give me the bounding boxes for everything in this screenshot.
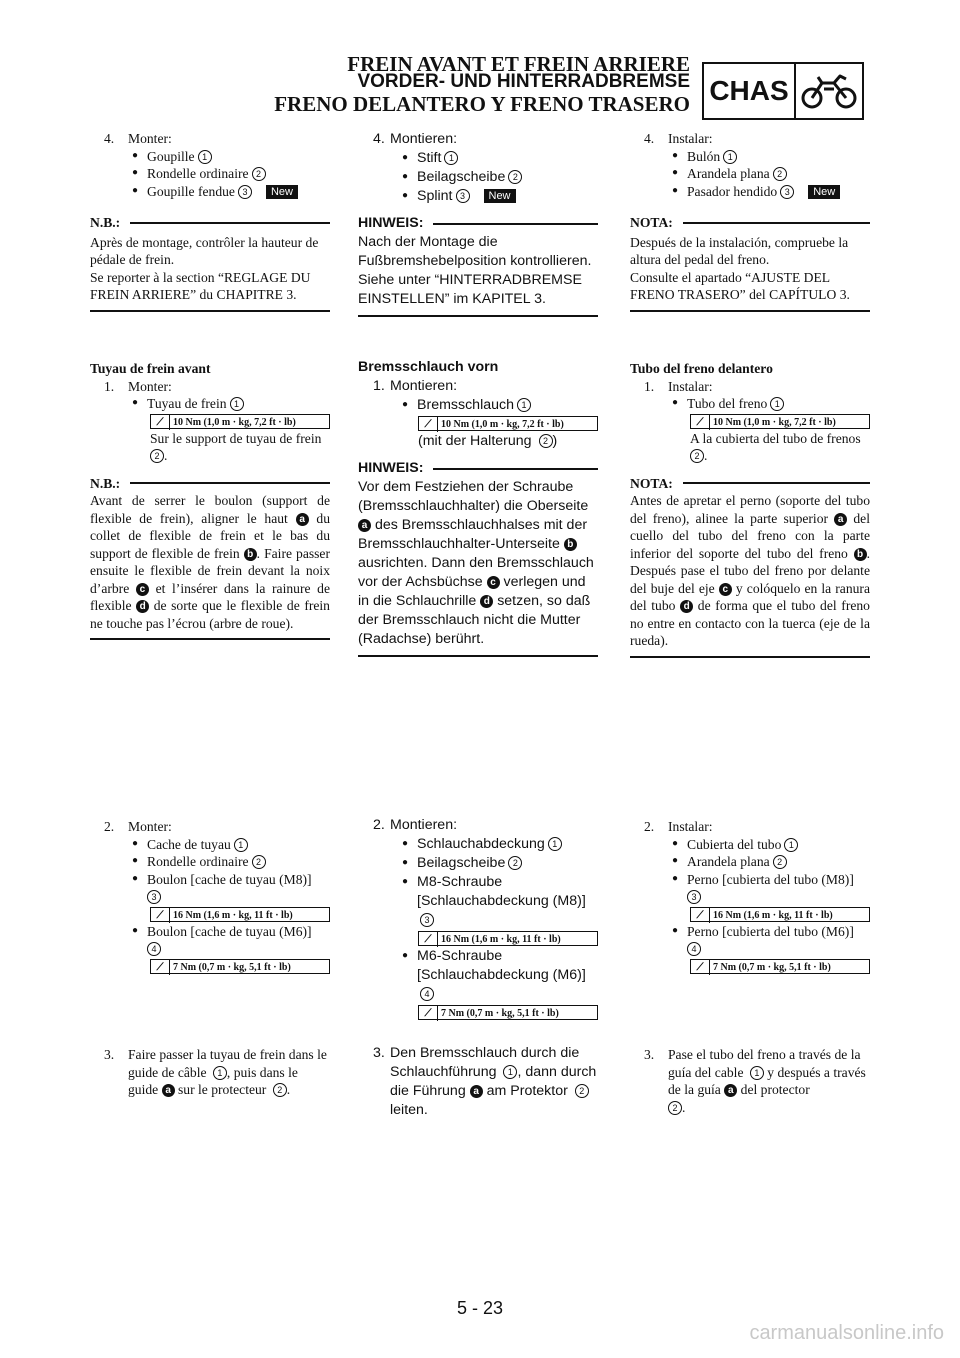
list-item: ● Tuyau de frein 1 — [132, 395, 330, 413]
list-item: ● Beilagscheibe 2 — [402, 854, 598, 873]
torque-spec: ⟋ 10 Nm (1,0 m · kg, 7,2 ft · lb) — [418, 416, 598, 431]
es-step4: 4. Instalar: ● Bulón 1 ● Arandela plana 2 ● Pasador hendido 3 New NOTA: Después de la instalación, compruebe la altura del pedal del freno. Consulte el apartado “AJUSTE DEL FRENO TRASERO” del CAPÍTULO 3. — [630, 130, 870, 312]
list-item: ● Rondelle ordinaire 2 — [132, 853, 330, 871]
divider — [90, 310, 330, 312]
wrench-icon: ⟋ — [151, 960, 170, 975]
note-text: Nach der Montage die Fußbremshebelposition kontrollieren. Siehe unter “HINTERRADBREMSE EINSTELLEN” im KAPITEL 3. — [358, 234, 592, 307]
header-title-de: VORDER- UND HINTERRADBREMSE — [357, 71, 690, 92]
list-item: ● Cubierta del tubo 1 — [672, 836, 870, 854]
list-item: ● M6-Schraube [Schlauchabdeckung (M6)]4 — [402, 947, 598, 1004]
new-badge: New — [484, 189, 516, 203]
list-item: ● Goupille fendue 3 New — [132, 183, 330, 201]
section-title: Tuyau de frein avant — [90, 361, 211, 376]
torque-spec: ⟋ 16 Nm (1,6 m · kg, 11 ft · lb) — [690, 907, 870, 922]
divider — [630, 310, 870, 312]
wrench-icon: ⟋ — [691, 908, 710, 923]
step-number: 4. — [104, 131, 115, 146]
list-item: ● Cache de tuyau 1 — [132, 836, 330, 854]
es-step2: 2. Instalar: ● Cubierta del tubo 1 ● Arandela plana 2 ● Perno [cubierta del tubo (M8)] 3 ⟋ 16 Nm (1,6 m · kg, 11 ft · lb) ● Perno [cubierta del tubo (M6)] 4 ⟋ 7 Nm (0,7 m · kg, 5,1 ft · lb) — [630, 818, 870, 975]
torque-spec: ⟋ 16 Nm (1,6 m · kg, 11 ft · lb) — [150, 907, 330, 922]
list-item: ● Pasador hendido 3 New — [672, 183, 870, 201]
divider — [358, 315, 598, 317]
note-header: N.B.: — [90, 214, 330, 232]
list-item: ● Arandela plana 2 — [672, 853, 870, 871]
torque-spec: ⟋ 10 Nm (1,0 m · kg, 7,2 ft · lb) — [150, 414, 330, 429]
wrench-icon: ⟋ — [691, 960, 710, 975]
fr-brake-hose: Tuyau de frein avant 1. Monter: ● Tuyau de frein 1 ⟋ 10 Nm (1,0 m · kg, 7,2 ft · lb) Sur le support de tuyau de frein 2 . N.B.: Avant de serrer le boulon (support de flexible de frein), aligner le haut a du collet de flexible de frein et le bas du support de flexible de frein b . Faire passer ensuite le flexible de frein devant la noix d’arbre c et l’insérer dans la rainure de flexible d de sorte que le flexible de frein ne touche pas l’écrou (arbre de roue). — [90, 360, 330, 640]
wrench-icon: ⟋ — [151, 415, 170, 430]
divider — [90, 638, 330, 640]
note-text: Vor dem Festziehen der Schraube (Bremsschlauchhalter) die Oberseite a des Bremsschlauchhalses mit der Bremsschlauchhalter-Unterseite b ausrichten. Dann den Bremsschlauch vor der Achsbüchse c verlegen und in die Schlauchrille d setzen, so daß der Bremsschlauch nicht die Mutter (Radachse) berührt. — [358, 479, 594, 647]
de-step4: 4. Montieren: ● Stift 1 ● Beilagscheibe 2 ● Splint 3 New HINWEIS: Nach der Montage die Fußbremshebelposition kontrollieren. Siehe unter “HINTERRADBREMSE EINSTELLEN” im KAPITEL 3. — [358, 130, 598, 317]
torque-spec: ⟋ 7 Nm (0,7 m · kg, 5,1 ft · lb) — [418, 1005, 598, 1020]
es-step3: 3. Pase el tubo del freno a través de la guía del cable 1 y después a través de la guía a del protector 2 . — [644, 1047, 866, 1115]
page-number: 5 - 23 — [456, 1298, 504, 1318]
es-brake-hose: Tubo del freno delantero 1. Instalar: ● Tubo del freno 1 ⟋ 10 Nm (1,0 m · kg, 7,2 ft · lb) A la cubierta del tubo de frenos 2 . NOTA: Antes de apretar el perno (soporte del tubo del freno), alinee la parte superior a del cuello del tubo del freno con la parte inferior del soporte del tubo del freno b . Después pase el tubo del freno por delante del buje del eje c y colóquelo en la ranura del tubo d de forma que el tubo del freno no entre en contacto con la tuerca (eje de la rueda). — [630, 360, 870, 658]
torque-spec: ⟋ 16 Nm (1,6 m · kg, 11 ft · lb) — [418, 931, 598, 946]
de-step2: 2. Montieren: ● Schlauchabdeckung 1 ● Beilagscheibe 2 ● M8-Schraube [Schlauchabdeckung (M8)]3 ⟋ 16 Nm (1,6 m · kg, 11 ft · lb) ● M6-Schraube [Schlauchabdeckung (M6)]4 ⟋ 7 Nm (0,7 m · kg, 5,1 ft · lb) — [358, 816, 598, 1021]
divider — [358, 655, 598, 657]
fr-step2: 2. Monter: ● Cache de tuyau 1 ● Rondelle ordinaire 2 ● Boulon [cache de tuyau (M8)] 3 ⟋ 16 Nm (1,6 m · kg, 11 ft · lb) ● Boulon [cache de tuyau (M6)] 4 ⟋ 7 Nm (0,7 m · kg, 5,1 ft · lb) — [90, 818, 330, 975]
fr-step3: 3. Faire passer la tuyau de frein dans le guide de câble 1 , puis dans le guide a sur le protecteur 2 . — [104, 1047, 327, 1097]
note-header: N.B.: — [90, 475, 330, 493]
wrench-icon: ⟋ — [691, 415, 710, 430]
motorcycle-icon — [796, 64, 862, 118]
chapter-badge — [702, 62, 864, 120]
list-item: ● Beilagscheibe 2 — [402, 168, 598, 187]
list-item: ● M8-Schraube [Schlauchabdeckung (M8)]3 — [402, 873, 598, 930]
wrench-icon: ⟋ — [419, 417, 438, 432]
section-title: Tubo del freno delantero — [630, 361, 773, 376]
list-item: ● Stift 1 — [402, 149, 598, 168]
fr-step4 — [90, 130, 330, 312]
step-title: Monter: — [128, 131, 172, 146]
callout-1: 1 — [198, 150, 212, 164]
de-brake-hose: Bremsschlauch vorn 1. Montieren: ● Bremsschlauch 1 ⟋ 10 Nm (1,0 m · kg, 7,2 ft · lb) (mit der Halterung 2 ) HINWEIS: Vor dem Festziehen der Schraube (Bremsschlauchhalter) die Oberseite a des Bremsschlauchhalses mit der Bremsschlauchhalter-Unterseite b ausrichten. Dann den Bremsschlauch vor der Achsbüchse c verlegen und in die Schlauchrille d setzen, so daß der Bremsschlauch nicht die Mutter (Radachse) berührt. — [358, 358, 598, 657]
list-item: ● Goupille 1 — [132, 148, 330, 166]
note-text: Après de montage, contrôler la hauteur de pédale de frein. Se reporter à la section “REGLAGE DU FREIN ARRIERE” du CHAPITRE 3. — [90, 234, 319, 302]
divider — [630, 656, 870, 658]
chapter-label: CHAS — [704, 64, 796, 118]
note-text: Antes de apretar el perno (soporte del tubo del freno), alinee la parte superior a del cuello del tubo del freno con la parte inferior del soporte del tubo del freno b . Después pase el tubo del freno por delante del buje del eje c y colóquelo en la ranura del tubo d de forma que el tubo del freno no entre en contacto con la tuerca (eje de la rueda). — [630, 493, 870, 648]
torque-spec: ⟋ 7 Nm (0,7 m · kg, 5,1 ft · lb) — [150, 959, 330, 974]
note-text: Después de la instalación, compruebe la altura del pedal del freno. Consulte el apartado “AJUSTE DEL FRENO TRASERO” del CAPÍTULO 3. — [630, 234, 850, 302]
note-header: NOTA: — [630, 475, 870, 493]
watermark: carmanualsonline.info — [749, 1322, 944, 1344]
list-item: ● Arandela plana 2 — [672, 165, 870, 183]
new-badge: New — [266, 185, 298, 199]
section-title: Bremsschlauch vorn — [358, 359, 499, 375]
wrench-icon: ⟋ — [151, 908, 170, 923]
note-header: HINWEIS: — [358, 214, 598, 233]
list-item: ● Bremsschlauch 1 — [402, 396, 598, 415]
list-item: ● Splint 3 New — [402, 187, 598, 206]
header-title-fr: FREIN AVANT ET FREIN ARRIERE — [347, 52, 690, 76]
de-step3: 3. Den Bremsschlauch durch die Schlauchführung 1 , dann durch die Führung a am Protektor 2 leiten. — [373, 1045, 597, 1118]
list-item: ● Bulón 1 — [672, 148, 870, 166]
note-text: Avant de serrer le boulon (support de flexible de frein), aligner le haut a du collet de flexible de frein et le bas du support de flexible de frein b . Faire passer ensuite le flexible de frein devant la noix d’arbre c et l’insérer dans la rainure de flexible d de sorte que le flexible de frein ne touche pas l’écrou (arbre de roue). — [90, 493, 331, 631]
torque-spec: ⟋ 10 Nm (1,0 m · kg, 7,2 ft · lb) — [690, 414, 870, 429]
list-item: ● Schlauchabdeckung 1 — [402, 835, 598, 854]
wrench-icon: ⟋ — [419, 932, 438, 947]
list-item: ● Rondelle ordinaire 2 — [132, 165, 330, 183]
wrench-icon: ⟋ — [419, 1006, 438, 1021]
callout-3: 3 — [238, 185, 252, 199]
note-header: NOTA: — [630, 214, 870, 232]
list-item: ● Tubo del freno 1 — [672, 395, 870, 413]
list-item: ● Boulon [cache de tuyau (M8)] 3 — [132, 871, 330, 906]
new-badge: New — [808, 185, 840, 199]
list-item: ● Perno [cubierta del tubo (M8)] 3 — [672, 871, 870, 906]
list-item: ● Boulon [cache de tuyau (M6)] 4 — [132, 923, 330, 958]
note-header: HINWEIS: — [358, 459, 598, 478]
callout-2: 2 — [252, 167, 266, 181]
torque-spec: ⟋ 7 Nm (0,7 m · kg, 5,1 ft · lb) — [690, 959, 870, 974]
header-title-es: FRENO DELANTERO Y FRENO TRASERO — [274, 92, 690, 116]
list-item: ● Perno [cubierta del tubo (M6)] 4 — [672, 923, 870, 958]
